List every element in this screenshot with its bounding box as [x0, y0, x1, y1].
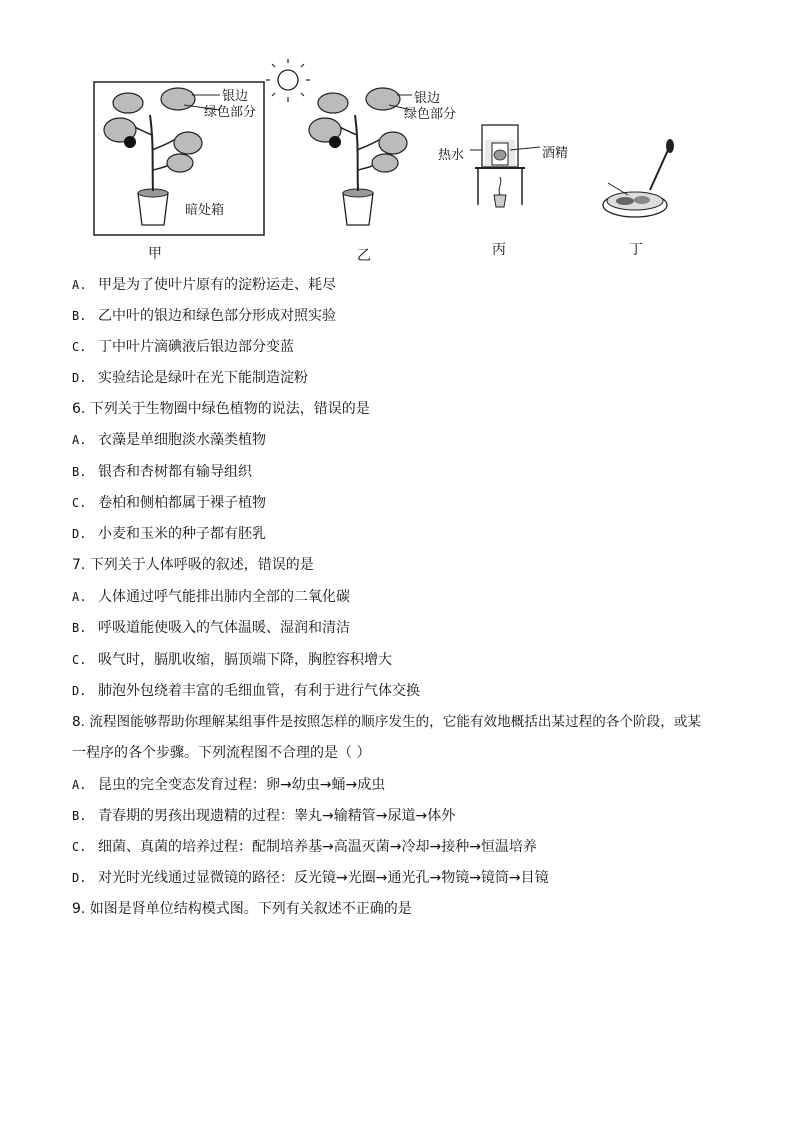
option-text: 实验结论是绿叶在光下能制造淀粉	[98, 370, 308, 386]
option-key: A.	[72, 590, 87, 604]
q8-stem-line1: 8. 流程图能够帮助你理解某组事件是按照怎样的顺序发生的，它能有效地概括出某过程的各个阶段，或某	[72, 714, 702, 730]
option-key: D.	[72, 527, 87, 541]
callout-silver-edge-b: 银边	[414, 91, 441, 106]
q6-option-d	[72, 525, 266, 543]
option-text: 小麦和玉米的种子都有胚乳	[98, 526, 266, 542]
option-text: 银杏和杏树都有输导组织	[98, 464, 252, 480]
q5-option-c	[72, 338, 294, 356]
option-key: D.	[72, 371, 87, 385]
option-key: B.	[72, 465, 87, 479]
q8-option-d	[72, 869, 549, 887]
sun-icon	[266, 59, 310, 102]
option-text: 肺泡外包绕着丰富的毛细血管，有利于进行气体交换	[98, 683, 420, 699]
q8-option-a	[72, 776, 385, 794]
callout-hot-water: 热水	[438, 148, 465, 163]
q7-option-d	[72, 682, 420, 700]
q8-stem-line2: 一程序的各个步骤。下列流程图不合理的是（ ）	[72, 745, 371, 761]
figure-label-ding: 丁	[629, 242, 643, 258]
q6-option-a	[72, 431, 266, 449]
q9-stem: 9. 如图是肾单位结构模式图。下列有关叙述不正确的是	[72, 901, 412, 917]
option-key: B.	[72, 309, 87, 323]
q7-option-a	[72, 588, 350, 606]
option-text: 衣藻是单细胞淡水藻类植物	[98, 432, 266, 448]
option-text: 人体通过呼气能排出肺内全部的二氧化碳	[98, 589, 350, 605]
figure-label-bing: 丙	[492, 242, 506, 258]
callout-alcohol: 酒精	[542, 146, 569, 161]
option-key: D.	[72, 871, 87, 885]
option-text: 卷柏和侧柏都属于裸子植物	[98, 495, 266, 511]
figure-label-jia: 甲	[148, 246, 162, 262]
option-key: B.	[72, 621, 87, 635]
q7-option-b	[72, 619, 350, 637]
q6-option-c	[72, 494, 266, 512]
callout-green-part-b: 绿色部分	[404, 107, 457, 122]
option-text: 呼吸道能使吸入的气体温暖、湿润和清洁	[98, 620, 350, 636]
option-text: 丁中叶片滴碘液后银边部分变蓝	[98, 339, 294, 355]
q6-stem: 6. 下列关于生物圈中绿色植物的说法，错误的是	[72, 401, 370, 417]
option-key: C.	[72, 340, 87, 354]
figure-label-yi: 乙	[357, 248, 371, 264]
q6-option-b	[72, 463, 252, 481]
dark-box-label: 暗处箱	[185, 203, 225, 218]
experiment-illustration	[80, 55, 740, 270]
q8-option-b	[72, 807, 455, 825]
option-text: 对光时光线通过显微镜的路径：反光镜→光圈→通光孔→物镜→镜筒→目镜	[98, 870, 549, 886]
option-text: 青春期的男孩出现遗精的过程：睾丸→输精管→尿道→体外	[98, 808, 456, 824]
option-key: D.	[72, 684, 87, 698]
option-text: 细菌、真菌的培养过程：配制培养基→高温灭菌→冷却→接种→恒温培养	[98, 839, 537, 855]
option-key: A.	[72, 433, 87, 447]
experiment-figure	[80, 55, 740, 270]
q8-option-c	[72, 838, 537, 856]
q7-stem: 7. 下列关于人体呼吸的叙述，错误的是	[72, 557, 314, 573]
option-key: C.	[72, 653, 87, 667]
water-bath-apparatus	[470, 125, 540, 207]
q5-option-d	[72, 369, 308, 387]
option-key: C.	[72, 840, 87, 854]
callout-silver-edge-a: 银边	[222, 89, 249, 104]
q5-option-b	[72, 307, 336, 325]
option-text: 吸气时，膈肌收缩，膈顶端下降，胸腔容积增大	[98, 652, 392, 668]
option-text: 昆虫的完全变态发育过程：卵→幼虫→蛹→成虫	[98, 777, 386, 793]
option-key: C.	[72, 496, 87, 510]
q5-option-a	[72, 276, 336, 294]
option-key: A.	[72, 778, 87, 792]
option-text: 乙中叶的银边和绿色部分形成对照实验	[98, 308, 336, 324]
option-key: A.	[72, 278, 87, 292]
petri-dish-dropper	[603, 139, 674, 217]
option-text: 甲是为了使叶片原有的淀粉运走、耗尽	[98, 277, 336, 293]
q7-option-c	[72, 651, 392, 669]
plant-in-light	[309, 88, 412, 225]
callout-green-part-a: 绿色部分	[204, 105, 257, 120]
option-key: B.	[72, 809, 87, 823]
